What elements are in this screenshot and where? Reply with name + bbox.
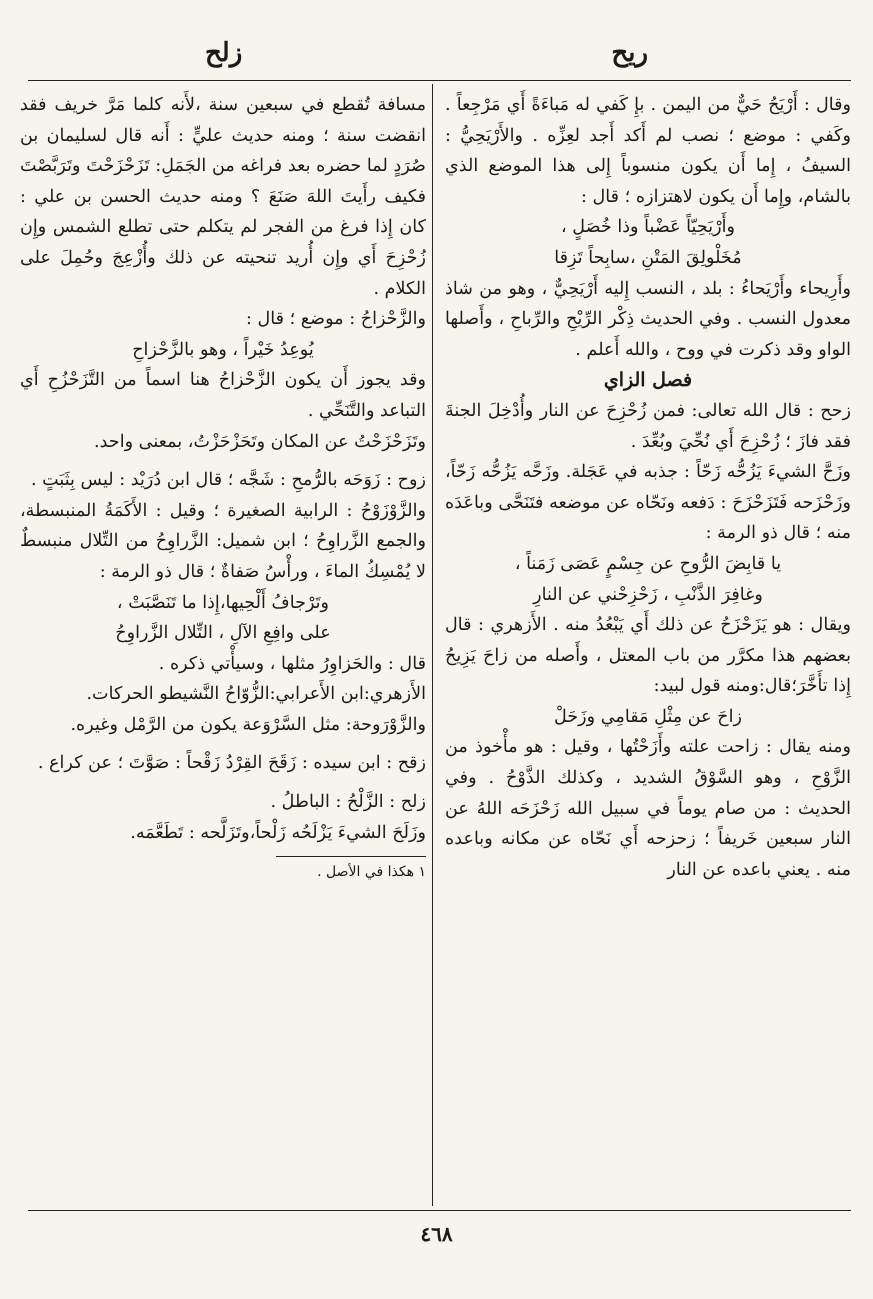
- verse-line: على وافِعِ الآلِ ، التِّلال الزَّراوِحُ: [115, 623, 331, 644]
- paragraph: وزَحَّ الشيءَ يَزُحُّه زَحّاً : جذبه في عَجَلة. وزَحَّه يَزُحُّه زَحّاً، وزَحْزَحه فَتَزَحْزَحَ : دَفعه ونَحّاه عن موضعه فتَنَحَّى وباعَدَه منه ؛ قال ذو الرمة :: [445, 462, 851, 544]
- verse-line: يا قابِضَ الرُّوحِ عن جِسْمٍ عَصَى زَمَناً ،: [514, 553, 782, 574]
- paragraph: ومنه يقال : زاحت علته وأَزَحْتُها ، وقيل : هو مأْخوذ من الزَّوْحِ ، وهو السَّوْقُ الشديد ، وكذلك الذَّوْحُ . وفي الحديث : من صام يوماً في سبيل الله زَحْزَحَه اللهُ عن النار سبعين خَريفاً ؛ زحزحه أَي نَحّاه عن مكانه وباعده منه . يعني باعده عن النار: [445, 737, 851, 880]
- verse-line: مُخَلْولِقَ المَتْنِ ،سابِحاً تَزِقا: [554, 247, 742, 268]
- paragraph: الأَزهري:ابن الأَعرابي:الزُّوّاحُ النَّشيطو الحركات.: [86, 684, 426, 705]
- paragraph: والزَّوْرَوحة: مثل السَّرْوَعة يكون من الرَّمْل وغيره.: [70, 714, 426, 735]
- right-column: [445, 90, 851, 1206]
- entry-zalh: زلح : الزَّلْحُ : الباطلُ .: [270, 792, 426, 813]
- entry-zaqh: زقح : ابن سيده : زَقَحَ القِرْدُ زَقْحاً : صَوَّتَ ؛ عن كراع .: [37, 753, 426, 774]
- paragraph: ويقال : هو يَزَحْزَحُ عن ذلك أَي يَبْعُدُ منه . الأَزهري : قال بعضهم هذا مكرَّر من باب المعتل ، وأَصله من زاحَ يَزِيحُ إِذا تأَخَّرَ؛قال:ومنه قول لبيد:: [445, 615, 851, 697]
- paragraph: مسافة تُقطع في سبعين سنة ،لأَنه كلما مَرَّ خريف فقد انقضت سنة ؛ ومنه حديث عليٍّ : أَنه قال لسليمان بن صُرَدٍ لما حضره بعد فراغه من الجَمَلِ: تَزَحْزَحْتَ وتَرَبَّصْتَ فكيف رأَيتَ اللهَ صَنَعَ ؟ ومنه حديث الحسن بن علي : كان إِذا فرغ من الفجر لم يتكلم حتى تطلع الشمس وإِن زُحْزِحَ أَي وإِن أُريد تنحيته عن ذلك وأُزْعِجَ وحُمِلَ على الكلام .: [20, 95, 426, 299]
- verse-line: يُوعِدُ خَيْراً ، وهو بالزَّحْزاحِ: [132, 339, 314, 360]
- footnote: ١ هكذا في الأصل .: [317, 864, 426, 881]
- top-rule: [28, 80, 851, 81]
- page-number: ٤٦٨: [420, 1222, 453, 1246]
- paragraph: والزَّوْزَوْحُ : الرابية الصغيرة ؛ وقيل : الأَكَمَةُ المنبسطة، والجمع الزَّراوِحُ ؛ ابن شميل: الزَّراوِحُ من التِّلال منبسطٌ لا يُمْسِكُ الماءَ ، ورأْسُ صَفاةٌ ؛ قال ذو الرمة :: [20, 500, 426, 582]
- paragraph: وزَلَحَ الشيءَ يَزْلَحُه زَلْحاً،وتَزَلَّحه : تَطَعَّمَه.: [130, 822, 426, 843]
- verse-line: وغافِرَ الذَّنْبِ ، زَحْزِحْني عن النارِ: [533, 584, 763, 605]
- paragraph: وقال : أَرْيَحُ حَيٌّ من اليمن . بإِ كَفي له مَباءَةً أَي مَرْجِعاً . وكَفي : موضع ؛ نصب لم أَكد أَجد لعِزِّه . والأَرْيَحِيُّ : السيفُ ، إِما أَن يكون منسوباً إِلى هذا الموضع الذي بالشام، وإِما أَن يكون لاهتزازه ؛ قال :: [445, 95, 851, 207]
- paragraph: والزَّحْزاحُ : موضع ؛ قال :: [245, 309, 426, 330]
- column-divider: [432, 84, 433, 1206]
- paragraph: وقد يجوز أَن يكون الزَّحْزاحُ هنا اسماً من التَّزَحْزُحِ أَي التباعد والتَّنَحِّي .: [20, 370, 426, 421]
- verse-line: زاحَ عن مِثْلِ مَقامِي وزَحَلْ: [553, 706, 743, 727]
- left-column: [20, 90, 426, 1206]
- section-title: فصل الزاي: [603, 369, 693, 392]
- verse-line: وأَرْيَحِيّاً عَضْباً وذا خُصَلٍ ،: [561, 217, 735, 238]
- paragraph: وتَزَحْزَحْتُ عن المكان وتَحَزْحَزْتُ، بمعنى واحد.: [93, 431, 426, 452]
- entry-zahh: زحح : قال الله تعالى: فمن زُحْزِحَ عن النار وأُدْخِلَ الجنةَ فقد فازَ ؛ زُحْزِحَ أَي نُحِّيَ وبُعِّدَ .: [445, 400, 851, 452]
- paragraph: وأَرِيحاء وأَرْيَحاءُ : بلد ، النسب إِليه أَرْيَحِيٌّ ، وهو من شاذ معدول النسب . وفي الحديث ذِكْر الرِّيْحِ والرِّباحِ ، وأَصلها الواو وقد ذكرت في ووح ، والله أَعلم .: [445, 278, 851, 360]
- footnote-rule: [276, 856, 426, 857]
- left-running-header: زلح: [205, 38, 243, 68]
- entry-zawh: زوح : زَوَحَه بالرُّمحِ : شَجَّه ؛ قال ابن دُرَيْد : ليس بِثَبَتٍ .: [30, 470, 426, 491]
- bottom-rule: [28, 1210, 851, 1211]
- right-running-header: ريح: [611, 38, 648, 68]
- verse-line: وتَرْجافُ أَلْحِيها،إِذا ما تَنَصَّبَتْ ،: [116, 592, 330, 613]
- paragraph: قال : والحَزاوِرُ مثلها ، وسيأْتي ذكره .: [158, 653, 426, 674]
